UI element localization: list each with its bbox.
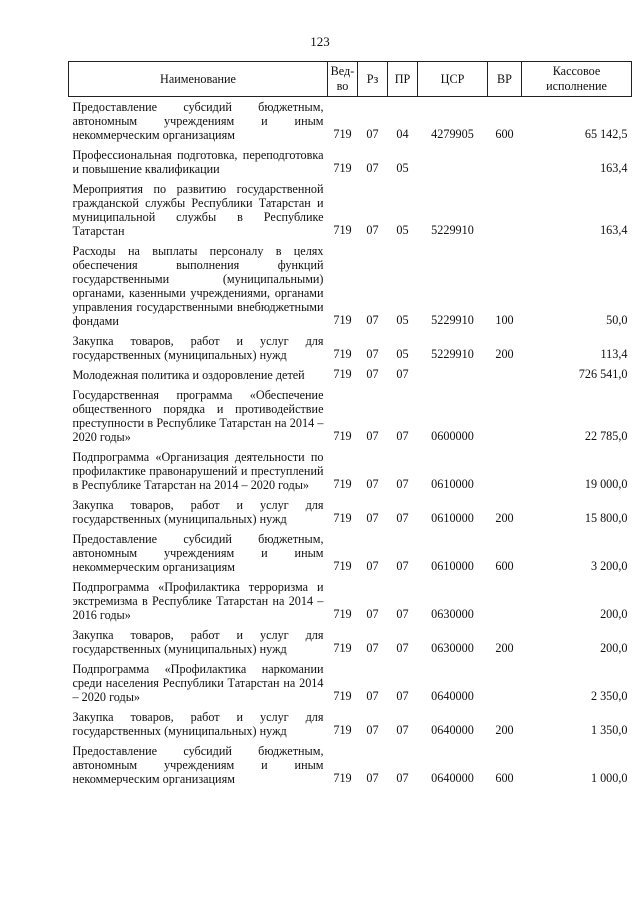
row-pr: 07 bbox=[396, 559, 409, 573]
row-csr: 5229910 bbox=[431, 223, 474, 237]
row-name: Закупка товаров, работ и услуг для государственных (муниципальных) нужд bbox=[72, 628, 324, 656]
row-ved: 719 bbox=[333, 223, 352, 237]
row-ved: 719 bbox=[333, 771, 352, 785]
row-ved: 719 bbox=[333, 161, 352, 175]
row-vr: 200 bbox=[495, 347, 514, 361]
row-rz: 07 bbox=[366, 367, 379, 381]
row-ved: 719 bbox=[333, 723, 352, 737]
row-rz: 07 bbox=[366, 127, 379, 141]
row-name: Предоставление субсидий бюджетным, автономным учреждениям и иным некоммерческим организациям bbox=[72, 532, 324, 574]
row-pr: 07 bbox=[396, 429, 409, 443]
table-row bbox=[69, 179, 632, 241]
row-vr bbox=[488, 145, 522, 179]
row-ved: 719 bbox=[333, 689, 352, 703]
row-pr: 07 bbox=[396, 477, 409, 491]
row-csr: 0610000 bbox=[431, 559, 474, 573]
row-name: Подпрограмма «Организация деятельности по профилактике правонарушений и преступлений в Республике Татарстан на 2014 – 2020 годы» bbox=[72, 450, 324, 492]
header-csr: ЦСР bbox=[418, 62, 488, 97]
row-pr: 04 bbox=[396, 127, 409, 141]
row-sum: 3 200,0 bbox=[590, 559, 628, 573]
page-number: 123 bbox=[310, 34, 330, 49]
table-row bbox=[69, 577, 632, 625]
table-header bbox=[69, 62, 632, 97]
row-csr: 0610000 bbox=[431, 511, 474, 525]
table-row bbox=[69, 447, 632, 495]
row-vr: 600 bbox=[495, 771, 514, 785]
row-rz: 07 bbox=[366, 771, 379, 785]
row-vr: 600 bbox=[495, 559, 514, 573]
table-row bbox=[69, 241, 632, 331]
header-ved-line1: Вед- bbox=[330, 64, 355, 78]
table-row bbox=[69, 707, 632, 741]
table-row bbox=[69, 145, 632, 179]
row-name: Государственная программа «Обеспечение общественного порядка и противодействие преступности в Республике Татарстан на 2014 – 2020 годы» bbox=[72, 388, 324, 444]
row-ved: 719 bbox=[333, 641, 352, 655]
row-rz: 07 bbox=[366, 347, 379, 361]
row-pr: 07 bbox=[396, 771, 409, 785]
row-pr: 05 bbox=[396, 161, 409, 175]
row-csr: 0640000 bbox=[431, 723, 474, 737]
row-sum: 1 350,0 bbox=[590, 723, 628, 737]
row-rz: 07 bbox=[366, 641, 379, 655]
row-csr: 0610000 bbox=[431, 477, 474, 491]
row-sum: 163,4 bbox=[600, 223, 628, 237]
budget-table bbox=[68, 61, 632, 789]
header-ved-line2: во bbox=[336, 79, 349, 93]
row-csr: 5229910 bbox=[431, 347, 474, 361]
row-ved: 719 bbox=[333, 559, 352, 573]
row-pr: 07 bbox=[396, 641, 409, 655]
row-csr: 0600000 bbox=[431, 429, 474, 443]
row-pr: 07 bbox=[396, 689, 409, 703]
table-row bbox=[69, 529, 632, 577]
header-sum-line2: исполнение bbox=[546, 79, 607, 93]
table-row bbox=[69, 741, 632, 789]
row-pr: 05 bbox=[396, 347, 409, 361]
header-pr: ПР bbox=[388, 62, 418, 97]
row-sum: 2 350,0 bbox=[590, 689, 628, 703]
table-row bbox=[69, 97, 632, 146]
row-csr: 0640000 bbox=[431, 689, 474, 703]
row-ved: 719 bbox=[333, 477, 352, 491]
row-sum: 65 142,5 bbox=[584, 127, 628, 141]
row-vr bbox=[488, 179, 522, 241]
table-body bbox=[69, 97, 632, 790]
row-rz: 07 bbox=[366, 689, 379, 703]
header-sum bbox=[522, 62, 632, 97]
row-name: Закупка товаров, работ и услуг для государственных (муниципальных) нужд bbox=[72, 498, 324, 526]
row-vr: 600 bbox=[495, 127, 514, 141]
row-rz: 07 bbox=[366, 313, 379, 327]
row-sum: 200,0 bbox=[600, 607, 628, 621]
row-csr bbox=[418, 365, 488, 385]
row-sum: 726 541,0 bbox=[578, 367, 628, 381]
row-pr: 05 bbox=[396, 313, 409, 327]
row-name: Расходы на выплаты персоналу в целях обеспечения выполнения функций государственными (муниципальными) органами, казенными учреждениями, органами управления государственными внебюджетными фондами bbox=[72, 244, 324, 328]
row-name: Предоставление субсидий бюджетным, автономным учреждениям и иным некоммерческим организациям bbox=[72, 100, 324, 142]
row-rz: 07 bbox=[366, 477, 379, 491]
row-rz: 07 bbox=[366, 429, 379, 443]
row-rz: 07 bbox=[366, 223, 379, 237]
row-ved: 719 bbox=[333, 127, 352, 141]
row-csr: 4279905 bbox=[431, 127, 474, 141]
table-row bbox=[69, 495, 632, 529]
header-sum-line1: Кассовое bbox=[552, 64, 601, 78]
row-sum: 1 000,0 bbox=[590, 771, 628, 785]
row-pr: 05 bbox=[396, 223, 409, 237]
table-row bbox=[69, 659, 632, 707]
row-csr: 0630000 bbox=[431, 641, 474, 655]
header-name: Наименование bbox=[69, 62, 328, 97]
row-pr: 07 bbox=[396, 607, 409, 621]
row-vr: 200 bbox=[495, 641, 514, 655]
row-name: Мероприятия по развитию государственной гражданской службы Республики Татарстан и муниципальной службы в Республике Татарстан bbox=[72, 182, 324, 238]
row-vr: 200 bbox=[495, 723, 514, 737]
row-name: Подпрограмма «Профилактика терроризма и экстремизма в Республике Татарстан на 2014 – 2016 годы» bbox=[72, 580, 324, 622]
row-sum: 113,4 bbox=[600, 347, 628, 361]
row-pr: 07 bbox=[396, 723, 409, 737]
row-ved: 719 bbox=[333, 429, 352, 443]
row-ved: 719 bbox=[333, 367, 352, 381]
row-csr bbox=[418, 145, 488, 179]
row-ved: 719 bbox=[333, 347, 352, 361]
row-rz: 07 bbox=[366, 511, 379, 525]
row-sum: 200,0 bbox=[600, 641, 628, 655]
row-name: Предоставление субсидий бюджетным, автономным учреждениям и иным некоммерческим организациям bbox=[72, 744, 324, 786]
row-pr: 07 bbox=[396, 511, 409, 525]
row-sum: 15 800,0 bbox=[584, 511, 628, 525]
row-vr bbox=[488, 447, 522, 495]
table-row bbox=[69, 365, 632, 385]
header-vr: ВР bbox=[488, 62, 522, 97]
row-vr bbox=[488, 659, 522, 707]
row-sum: 50,0 bbox=[606, 313, 628, 327]
row-vr bbox=[488, 365, 522, 385]
row-rz: 07 bbox=[366, 723, 379, 737]
row-name: Молодежная политика и оздоровление детей bbox=[72, 368, 305, 382]
row-ved: 719 bbox=[333, 511, 352, 525]
row-ved: 719 bbox=[333, 313, 352, 327]
row-rz: 07 bbox=[366, 559, 379, 573]
table-row bbox=[69, 331, 632, 365]
row-vr: 100 bbox=[495, 313, 514, 327]
row-sum: 22 785,0 bbox=[584, 429, 628, 443]
row-name: Закупка товаров, работ и услуг для государственных (муниципальных) нужд bbox=[72, 334, 324, 362]
row-name: Закупка товаров, работ и услуг для государственных (муниципальных) нужд bbox=[72, 710, 324, 738]
row-vr bbox=[488, 385, 522, 447]
row-name: Подпрограмма «Профилактика наркомании среди населения Республики Татарстан на 2014 – 2020 годы» bbox=[72, 662, 324, 704]
row-csr: 0630000 bbox=[431, 607, 474, 621]
row-sum: 19 000,0 bbox=[584, 477, 628, 491]
row-name: Профессиональная подготовка, переподготовка и повышение квалификации bbox=[72, 148, 324, 176]
row-pr: 07 bbox=[396, 367, 409, 381]
table-row bbox=[69, 625, 632, 659]
row-csr: 5229910 bbox=[431, 313, 474, 327]
header-rz: Рз bbox=[358, 62, 388, 97]
row-sum: 163,4 bbox=[600, 161, 628, 175]
row-ved: 719 bbox=[333, 607, 352, 621]
row-rz: 07 bbox=[366, 607, 379, 621]
header-ved bbox=[328, 62, 358, 97]
header-row bbox=[69, 62, 632, 97]
row-csr: 0640000 bbox=[431, 771, 474, 785]
row-rz: 07 bbox=[366, 161, 379, 175]
row-vr bbox=[488, 577, 522, 625]
row-vr: 200 bbox=[495, 511, 514, 525]
table-row bbox=[69, 385, 632, 447]
